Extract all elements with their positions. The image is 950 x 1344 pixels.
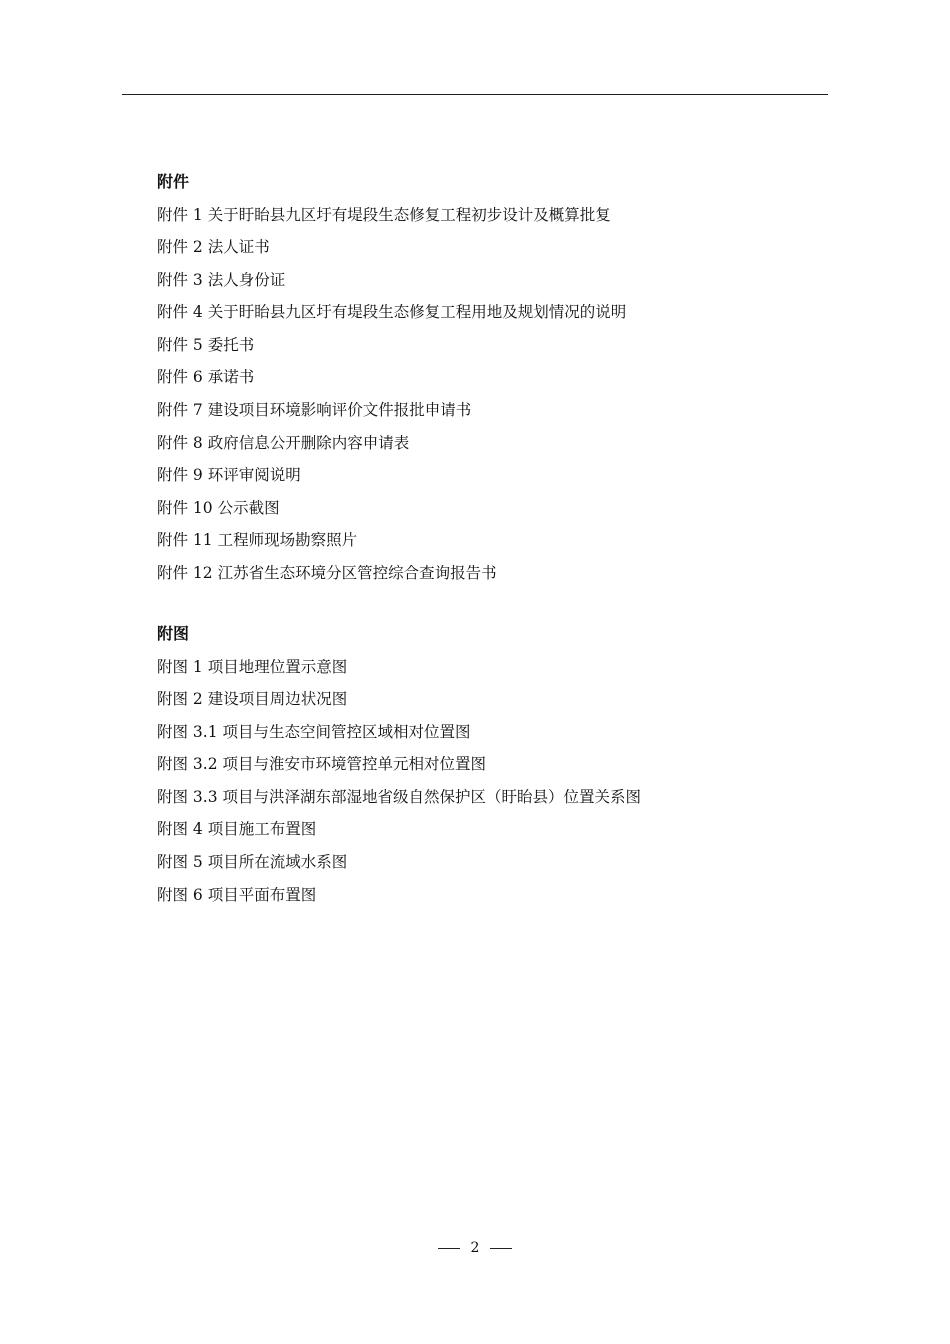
figures-section — [157, 622, 641, 915]
footer-dash-left — [438, 1248, 460, 1249]
figure-item: 附图 1 项目地理位置示意图 — [157, 657, 348, 676]
page-footer — [0, 1238, 950, 1258]
page-number: 2 — [470, 1240, 480, 1256]
figure-item: 附图 3.2 项目与淮安市环境管控单元相对位置图 — [157, 755, 487, 774]
attachment-item: 附件 3 法人身份证 — [157, 270, 286, 289]
attachment-item: 附件 5 委托书 — [157, 335, 255, 354]
figure-item: 附图 6 项目平面布置图 — [157, 885, 317, 904]
attachments-section — [157, 170, 626, 594]
attachment-item: 附件 4 关于盱眙县九区圩有堤段生态修复工程用地及规划情况的说明 — [157, 303, 627, 322]
attachment-item: 附件 12 江苏省生态环境分区管控综合查询报告书 — [157, 564, 497, 583]
attachment-item: 附件 1 关于盱眙县九区圩有堤段生态修复工程初步设计及概算批复 — [157, 205, 611, 224]
attachment-item: 附件 10 公示截图 — [157, 498, 280, 517]
footer-dash-right — [490, 1248, 512, 1249]
attachment-item: 附件 7 建设项目环境影响评价文件报批申请书 — [157, 401, 472, 420]
header-rule — [122, 94, 828, 95]
figures-title: 附图 — [157, 624, 190, 643]
attachment-item: 附件 11 工程师现场勘察照片 — [157, 531, 358, 550]
attachment-item: 附件 2 法人证书 — [157, 238, 270, 257]
figure-item: 附图 2 建设项目周边状况图 — [157, 690, 348, 709]
attachment-item: 附件 6 承诺书 — [157, 368, 255, 387]
figure-item: 附图 5 项目所在流域水系图 — [157, 853, 348, 872]
figure-item: 附图 3.1 项目与生态空间管控区域相对位置图 — [157, 722, 471, 741]
attachment-item: 附件 8 政府信息公开删除内容申请表 — [157, 433, 410, 452]
figure-item: 附图 4 项目施工布置图 — [157, 820, 317, 839]
attachment-item: 附件 9 环评审阅说明 — [157, 466, 301, 485]
attachments-title: 附件 — [157, 172, 190, 191]
figure-item: 附图 3.3 项目与洪泽湖东部湿地省级自然保护区（盱眙县）位置关系图 — [157, 787, 642, 806]
